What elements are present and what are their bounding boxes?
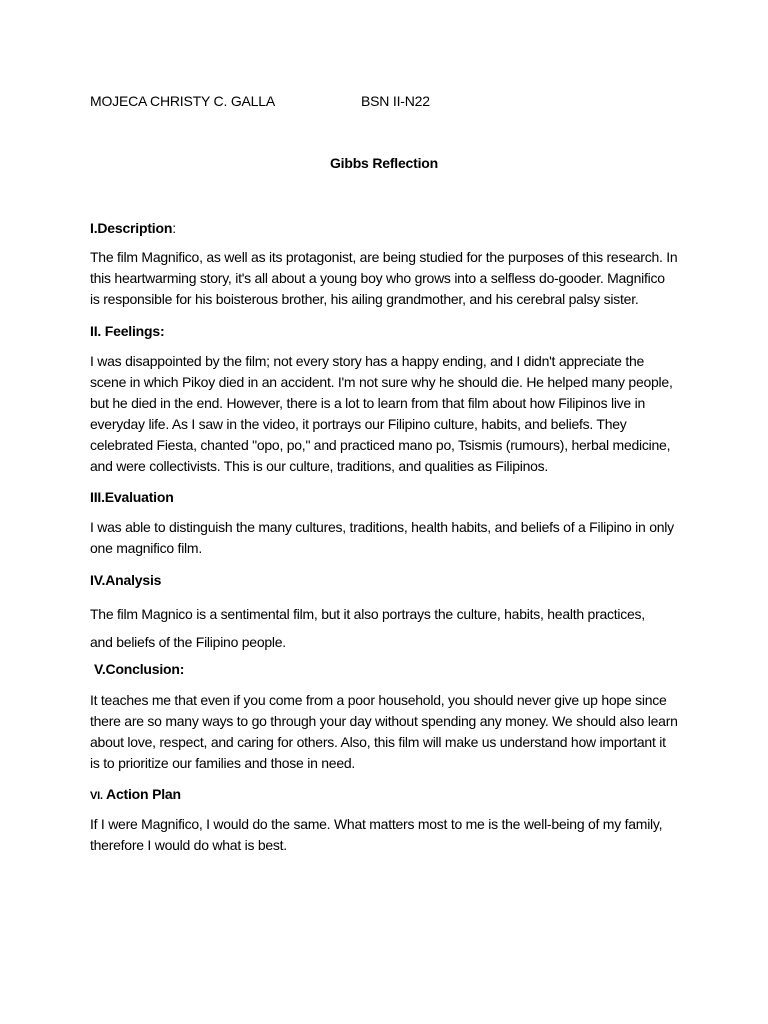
action-plan-numeral: VI. <box>90 790 103 802</box>
paragraph-line: this heartwarming story, it's all about a young boy who grows into a selfless do-gooder. Magnifico <box>90 270 665 286</box>
paragraph-line: about love, respect, and caring for others. Also, this film will make us understand how important it <box>90 734 666 750</box>
paragraph-line: If I were Magnifico, I would do the same. What matters most to me is the well-being of my family, <box>90 816 663 832</box>
paragraph-line: scene in which Pikoy died in an accident. I'm not sure why he should die. He helped many people, <box>90 374 673 390</box>
description-heading <box>90 220 176 236</box>
paragraph-line: therefore I would do what is best. <box>90 837 287 853</box>
paragraph-line: is to prioritize our families and those in need. <box>90 755 356 771</box>
paragraph-line: one magnifico film. <box>90 540 202 556</box>
description-paragraph <box>90 247 678 310</box>
description-heading-colon: : <box>172 220 176 236</box>
evaluation-heading: III.Evaluation <box>90 489 174 505</box>
action-plan-paragraph <box>90 814 670 856</box>
paragraph-line: is responsible for his boisterous brother, his ailing grandmother, and his cerebral palsy sister. <box>90 291 639 307</box>
conclusion-heading: V.Conclusion: <box>94 661 185 677</box>
paragraph-line: everyday life. As I saw in the video, it portrays our Filipino culture, habits, and beliefs. They <box>90 416 627 432</box>
student-name: MOJECA CHRISTY C. GALLA <box>90 93 275 109</box>
document-title: Gibbs Reflection <box>329 155 439 171</box>
paragraph-line: I was able to distinguish the many cultures, traditions, health habits, and beliefs of a Filipino in only <box>90 519 674 535</box>
course-section: BSN II-N22 <box>361 93 430 109</box>
action-plan-heading <box>90 786 181 802</box>
feelings-paragraph <box>90 351 673 477</box>
paragraph-line: celebrated Fiesta, chanted "opo, po," and practiced mano po, Tsismis (rumours), herbal medicine, <box>90 437 671 453</box>
evaluation-paragraph <box>90 517 674 559</box>
conclusion-paragraph <box>90 690 678 774</box>
paragraph-line: The film Magnico is a sentimental film, but it also portrays the culture, habits, health practices, <box>90 606 645 622</box>
paragraph-line: but he died in the end. However, there is a lot to learn from that film about how Filipinos live in <box>90 395 646 411</box>
paragraph-line: It teaches me that even if you come from a poor household, you should never give up hope since <box>90 692 667 708</box>
paragraph-line: and were collectivists. This is our culture, traditions, and qualities as Filipinos. <box>90 458 549 474</box>
analysis-paragraph <box>90 600 670 656</box>
paragraph-line: there are so many ways to go through your day without spending any money. We should also learn <box>90 713 678 729</box>
paragraph-line: The film Magnifico, as well as its protagonist, are being studied for the purposes of this research. In <box>90 249 678 265</box>
analysis-heading: IV.Analysis <box>90 572 162 588</box>
feelings-heading: II. Feelings: <box>90 323 165 339</box>
paragraph-line: I was disappointed by the film; not every story has a happy ending, and I didn't appreciate the <box>90 353 645 369</box>
description-heading-text: I.Description <box>90 220 173 236</box>
paragraph-line: and beliefs of the Filipino people. <box>90 634 286 650</box>
action-plan-heading-text: Action Plan <box>106 786 181 802</box>
